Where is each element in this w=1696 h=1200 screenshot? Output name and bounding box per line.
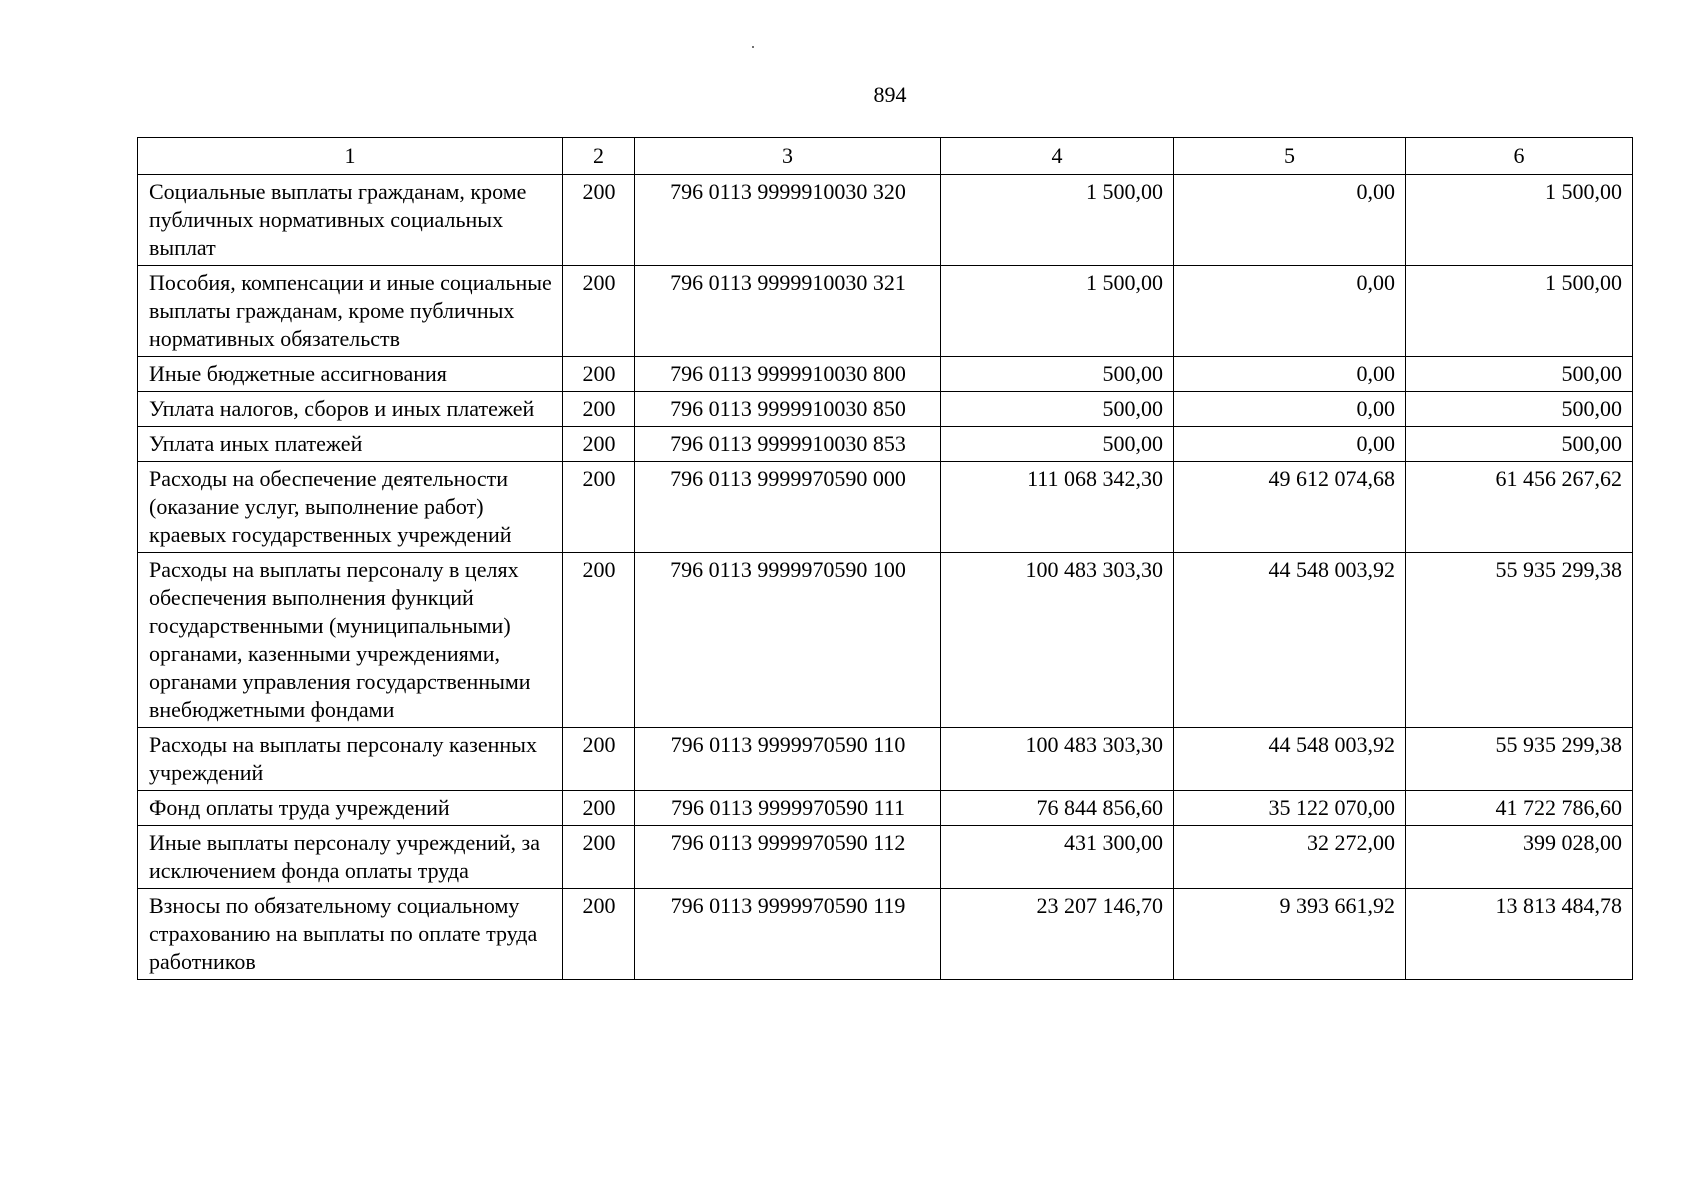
row-kbk-cell: 796 0113 9999910030 320 — [635, 175, 941, 266]
budget-table — [137, 137, 1633, 980]
row-col5-cell: 0,00 — [1174, 175, 1406, 266]
row-col4-cell: 1 500,00 — [941, 175, 1174, 266]
row-kbk-cell: 796 0113 9999970590 100 — [635, 553, 941, 728]
row-col5-cell: 49 612 074,68 — [1174, 462, 1406, 553]
row-name-cell: Расходы на выплаты персоналу в целях обеспечения выполнения функций государственными (муниципальными) органами, казенными учреждениями, органами управления государственными внебюджетными фондами — [138, 553, 563, 728]
row-kbk-cell: 796 0113 9999970590 119 — [635, 889, 941, 980]
row-code-cell: 200 — [563, 791, 635, 826]
row-name-cell: Взносы по обязательному социальному страхованию на выплаты по оплате труда работников — [138, 889, 563, 980]
row-name-cell: Расходы на выплаты персоналу казенных учреждений — [138, 728, 563, 791]
row-col6-cell: 500,00 — [1406, 427, 1633, 462]
header-col-2: 2 — [563, 138, 635, 175]
row-name-cell: Расходы на обеспечение деятельности (оказание услуг, выполнение работ) краевых государственных учреждений — [138, 462, 563, 553]
row-col6-cell: 399 028,00 — [1406, 826, 1633, 889]
row-code-cell: 200 — [563, 462, 635, 553]
row-code-cell: 200 — [563, 728, 635, 791]
row-name-cell: Пособия, компенсации и иные социальные выплаты гражданам, кроме публичных нормативных обязательств — [138, 266, 563, 357]
row-col5-cell: 44 548 003,92 — [1174, 728, 1406, 791]
table-row — [138, 357, 1633, 392]
row-col4-cell: 1 500,00 — [941, 266, 1174, 357]
row-kbk-cell: 796 0113 9999910030 321 — [635, 266, 941, 357]
row-kbk-cell: 796 0113 9999970590 000 — [635, 462, 941, 553]
row-col5-cell: 44 548 003,92 — [1174, 553, 1406, 728]
row-col6-cell: 1 500,00 — [1406, 175, 1633, 266]
row-col6-cell: 500,00 — [1406, 357, 1633, 392]
row-code-cell: 200 — [563, 266, 635, 357]
scan-speck — [752, 46, 754, 48]
row-col6-cell: 1 500,00 — [1406, 266, 1633, 357]
row-name-cell: Фонд оплаты труда учреждений — [138, 791, 563, 826]
row-col5-cell: 0,00 — [1174, 357, 1406, 392]
row-name-cell: Социальные выплаты гражданам, кроме публичных нормативных социальных выплат — [138, 175, 563, 266]
row-kbk-cell: 796 0113 9999910030 800 — [635, 357, 941, 392]
row-col6-cell: 61 456 267,62 — [1406, 462, 1633, 553]
row-col5-cell: 0,00 — [1174, 266, 1406, 357]
row-kbk-cell: 796 0113 9999970590 110 — [635, 728, 941, 791]
table-row — [138, 889, 1633, 980]
table-row — [138, 791, 1633, 826]
table-row — [138, 826, 1633, 889]
row-name-cell: Иные бюджетные ассигнования — [138, 357, 563, 392]
header-col-3: 3 — [635, 138, 941, 175]
table-row — [138, 392, 1633, 427]
row-code-cell: 200 — [563, 427, 635, 462]
row-col4-cell: 100 483 303,30 — [941, 553, 1174, 728]
row-name-cell: Иные выплаты персоналу учреждений, за исключением фонда оплаты труда — [138, 826, 563, 889]
header-row — [138, 138, 1633, 175]
row-code-cell: 200 — [563, 175, 635, 266]
row-code-cell: 200 — [563, 553, 635, 728]
row-kbk-cell: 796 0113 9999910030 853 — [635, 427, 941, 462]
table-row — [138, 728, 1633, 791]
table-body — [138, 175, 1633, 980]
table-row — [138, 266, 1633, 357]
table-row — [138, 175, 1633, 266]
header-col-6: 6 — [1406, 138, 1633, 175]
row-code-cell: 200 — [563, 392, 635, 427]
row-col4-cell: 76 844 856,60 — [941, 791, 1174, 826]
row-code-cell: 200 — [563, 357, 635, 392]
row-kbk-cell: 796 0113 9999910030 850 — [635, 392, 941, 427]
row-col5-cell: 32 272,00 — [1174, 826, 1406, 889]
row-kbk-cell: 796 0113 9999970590 111 — [635, 791, 941, 826]
page-number: 894 — [873, 82, 907, 107]
table-header — [138, 138, 1633, 175]
table-row — [138, 462, 1633, 553]
row-code-cell: 200 — [563, 889, 635, 980]
row-col6-cell: 55 935 299,38 — [1406, 728, 1633, 791]
row-col6-cell: 13 813 484,78 — [1406, 889, 1633, 980]
row-col4-cell: 431 300,00 — [941, 826, 1174, 889]
row-col4-cell: 500,00 — [941, 392, 1174, 427]
row-name-cell: Уплата иных платежей — [138, 427, 563, 462]
header-col-1: 1 — [138, 138, 563, 175]
row-col5-cell: 9 393 661,92 — [1174, 889, 1406, 980]
row-col4-cell: 500,00 — [941, 427, 1174, 462]
header-col-4: 4 — [941, 138, 1174, 175]
row-col6-cell: 41 722 786,60 — [1406, 791, 1633, 826]
row-col4-cell: 111 068 342,30 — [941, 462, 1174, 553]
row-col4-cell: 100 483 303,30 — [941, 728, 1174, 791]
row-col6-cell: 500,00 — [1406, 392, 1633, 427]
row-col4-cell: 23 207 146,70 — [941, 889, 1174, 980]
header-col-5: 5 — [1174, 138, 1406, 175]
row-name-cell: Уплата налогов, сборов и иных платежей — [138, 392, 563, 427]
row-col5-cell: 0,00 — [1174, 392, 1406, 427]
row-col5-cell: 0,00 — [1174, 427, 1406, 462]
row-col6-cell: 55 935 299,38 — [1406, 553, 1633, 728]
row-code-cell: 200 — [563, 826, 635, 889]
row-col5-cell: 35 122 070,00 — [1174, 791, 1406, 826]
table-row — [138, 427, 1633, 462]
table-row — [138, 553, 1633, 728]
row-kbk-cell: 796 0113 9999970590 112 — [635, 826, 941, 889]
row-col4-cell: 500,00 — [941, 357, 1174, 392]
